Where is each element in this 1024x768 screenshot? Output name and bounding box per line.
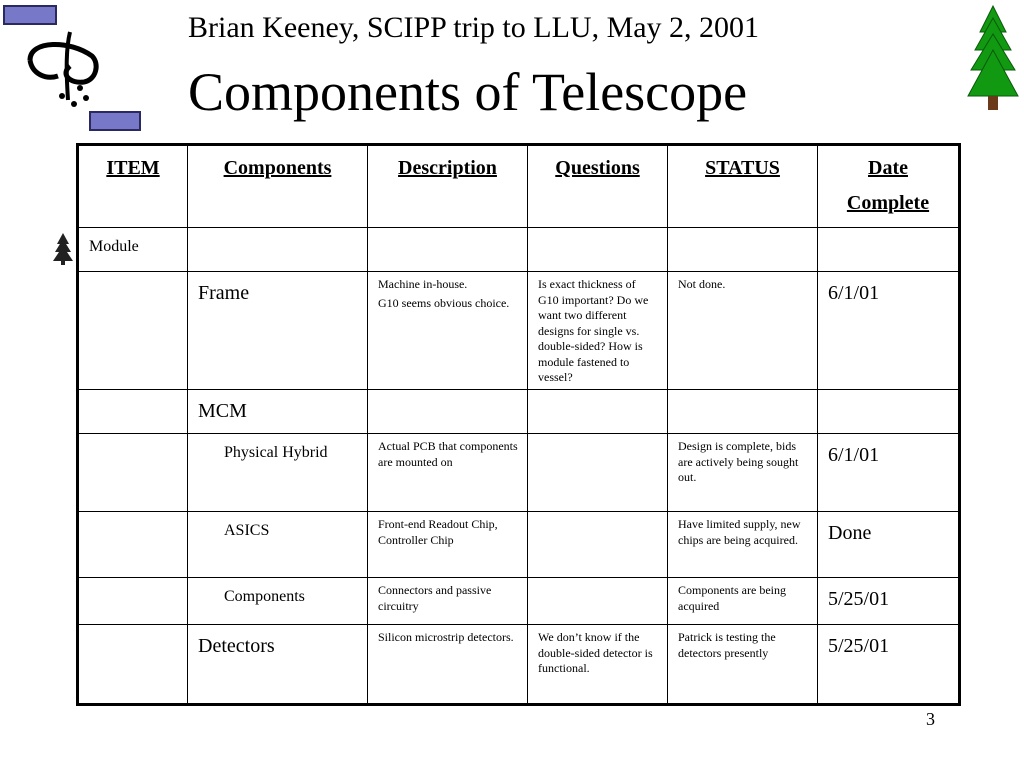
cell-questions: We don’t know if the double-sided detector is functional. (528, 625, 668, 705)
cell-date: 6/1/01 (818, 272, 960, 390)
cell-date: 5/25/01 (818, 578, 960, 625)
cell-item (78, 434, 188, 512)
pine-tree-bullet-icon (52, 232, 74, 266)
cell-description (368, 390, 528, 434)
table-row (78, 390, 960, 434)
cell-item (78, 512, 188, 578)
description-line: Machine in-house. (378, 277, 468, 291)
cell-status (668, 228, 818, 272)
table-row (78, 512, 960, 578)
description-line: G10 seems obvious choice. (378, 295, 510, 310)
header-questions: Questions (528, 145, 668, 228)
scipp-logo (0, 0, 150, 140)
table-row (78, 228, 960, 272)
cell-date: Done (818, 512, 960, 578)
table-row (78, 434, 960, 512)
page-number: 3 (926, 709, 935, 729)
cell-component (188, 228, 368, 272)
cell-component: Detectors (188, 625, 368, 705)
table-row (78, 272, 960, 390)
cell-date (818, 228, 960, 272)
cell-questions (528, 578, 668, 625)
cell-component: ASICS (188, 512, 368, 578)
cell-description: Silicon microstrip detectors. (368, 625, 528, 705)
header-date-complete (818, 145, 960, 228)
table-row (78, 625, 960, 705)
header-date-line2: Complete (846, 192, 930, 214)
cell-item (78, 578, 188, 625)
cell-questions (528, 228, 668, 272)
cell-questions (528, 512, 668, 578)
cell-status: Not done. (668, 272, 818, 390)
page-title: Components of Telescope (188, 62, 748, 122)
cell-component: Components (188, 578, 368, 625)
cell-description (368, 228, 528, 272)
cell-date (818, 390, 960, 434)
table-row (78, 578, 960, 625)
cell-description: Front-end Readout Chip, Controller Chip (368, 512, 528, 578)
cell-status: Design is complete, bids are actively being sought out. (668, 434, 818, 512)
cell-questions (528, 390, 668, 434)
cell-item (78, 272, 188, 390)
cell-questions (528, 434, 668, 512)
cell-date: 5/25/01 (818, 625, 960, 705)
cell-component: Frame (188, 272, 368, 390)
header-date-line1: Date (868, 157, 908, 179)
cell-item (78, 625, 188, 705)
cell-component: MCM (188, 390, 368, 434)
cell-status (668, 390, 818, 434)
cell-description: Connectors and passive circuitry (368, 578, 528, 625)
table-header-row (78, 145, 960, 228)
header-description: Description (368, 145, 528, 228)
cell-item (78, 390, 188, 434)
cell-date: 6/1/01 (818, 434, 960, 512)
pine-tree-icon (966, 4, 1020, 112)
header-status: STATUS (668, 145, 818, 228)
cell-status: Components are being acquired (668, 578, 818, 625)
page-subtitle: Brian Keeney, SCIPP trip to LLU, May 2, 2001 (188, 11, 760, 44)
cell-description (368, 272, 528, 390)
header-components: Components (188, 145, 368, 228)
cell-status: Patrick is testing the detectors presently (668, 625, 818, 705)
components-table (76, 143, 961, 706)
cell-description: Actual PCB that components are mounted on (368, 434, 528, 512)
header-item: ITEM (78, 145, 188, 228)
cell-questions: Is exact thickness of G10 important? Do we want two different designs for single vs. double-sided? How is module fastened to vessel? (528, 272, 668, 390)
cell-status: Have limited supply, new chips are being acquired. (668, 512, 818, 578)
cell-component: Physical Hybrid (188, 434, 368, 512)
cell-item: Module (78, 228, 188, 272)
